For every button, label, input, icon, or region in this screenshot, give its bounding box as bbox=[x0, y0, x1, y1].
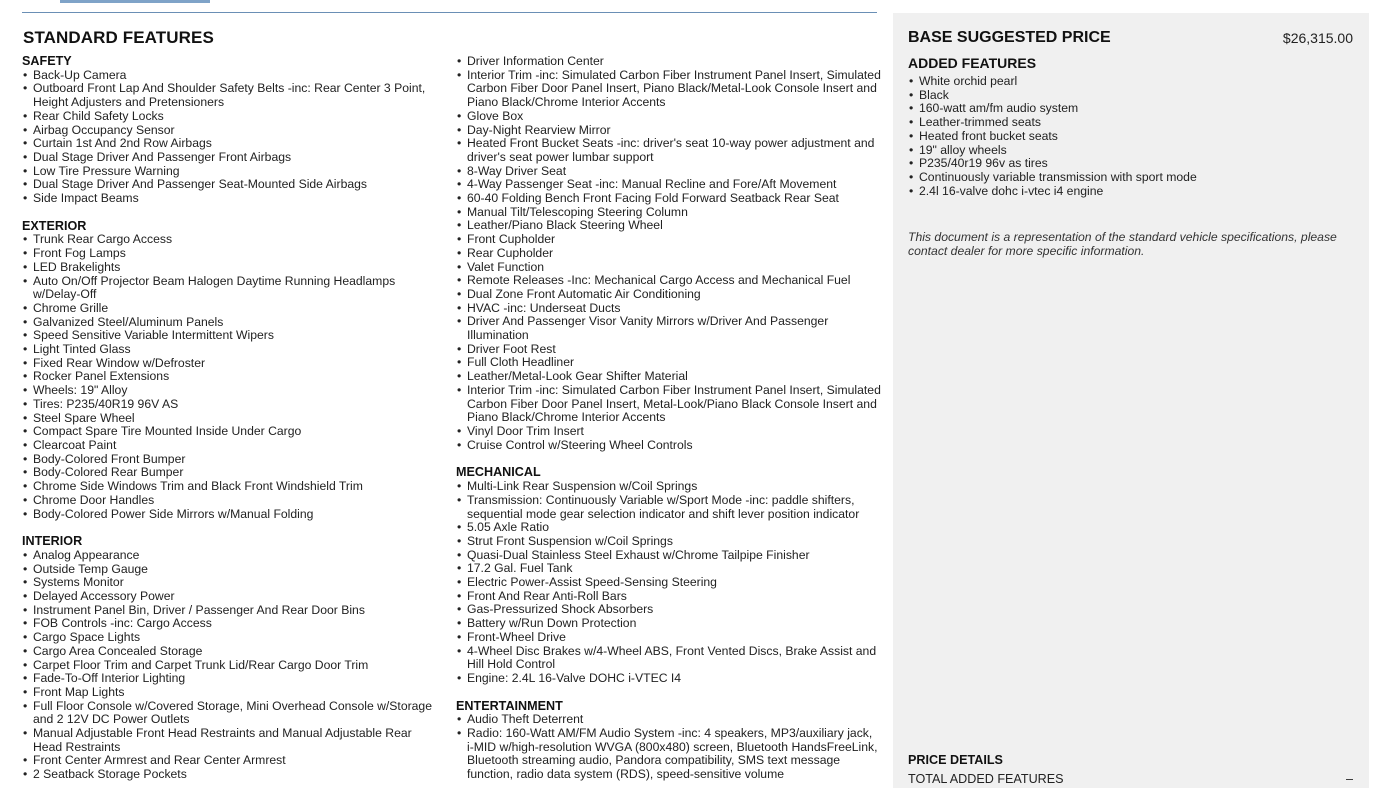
section-heading: SAFETY bbox=[22, 54, 72, 68]
added-features-list bbox=[908, 75, 1348, 198]
section-heading: INTERIOR bbox=[22, 534, 83, 549]
section-heading: ENTERTAINMENT bbox=[456, 698, 563, 713]
feature-item: • Galvanized Steel/Aluminum Panels bbox=[22, 316, 442, 330]
added-feature-item: • Leather-trimmed seats bbox=[908, 116, 1348, 130]
feature-item: • Chrome Grille bbox=[22, 302, 442, 316]
feature-item: • Front Center Armrest and Rear Center Armrest bbox=[22, 754, 442, 768]
total-added-features-label: TOTAL ADDED FEATURES bbox=[908, 772, 1064, 786]
feature-item: • Side Impact Beams bbox=[22, 192, 442, 206]
added-features-title: ADDED FEATURES bbox=[908, 55, 1037, 71]
standard-features-panel bbox=[22, 28, 882, 788]
feature-item: • Outside Temp Gauge bbox=[22, 563, 442, 577]
feature-item: • Analog Appearance bbox=[22, 549, 442, 563]
feature-item: • Valet Function bbox=[456, 261, 881, 275]
feature-item: • Curtain 1st And 2nd Row Airbags bbox=[22, 137, 442, 151]
feature-item: • 17.2 Gal. Fuel Tank bbox=[456, 562, 881, 576]
feature-item: • Trunk Rear Cargo Access bbox=[22, 233, 442, 247]
total-added-features-value: – bbox=[1345, 772, 1353, 786]
price-sidebar bbox=[893, 13, 1369, 788]
features-left-column bbox=[22, 55, 442, 796]
section-heading: MECHANICAL bbox=[456, 465, 541, 480]
feature-item: • Gas-Pressurized Shock Absorbers bbox=[456, 603, 881, 617]
feature-item: • Speed Sensitive Variable Intermittent Wipers bbox=[22, 329, 442, 343]
added-feature-item: • 160-watt am/fm audio system bbox=[908, 102, 1348, 116]
feature-item: • Vinyl Door Trim Insert bbox=[456, 425, 881, 439]
feature-item: • Cargo Space Lights bbox=[22, 631, 442, 645]
feature-item: • Front Cupholder bbox=[456, 233, 881, 247]
feature-item: • 4-Wheel Disc Brakes w/4-Wheel ABS, Front Vented Discs, Brake Assist and Hill Hold Control bbox=[456, 645, 881, 672]
header-divider bbox=[22, 12, 877, 13]
feature-item: • Full Cloth Headliner bbox=[456, 356, 881, 370]
added-feature-item: • White orchid pearl bbox=[908, 75, 1348, 89]
feature-item: • Front Map Lights bbox=[22, 686, 442, 700]
feature-list bbox=[22, 69, 442, 206]
feature-item: • Dual Stage Driver And Passenger Seat-Mounted Side Airbags bbox=[22, 178, 442, 192]
section-heading: EXTERIOR bbox=[22, 218, 87, 233]
feature-item: • Radio: 160-Watt AM/FM Audio System -inc: 4 speakers, MP3/auxiliary jack, i-MID w/high-resolution WVGA (800x480) screen, Bluetooth HandsFreeLink, Bluetooth streaming audio, Pandora compatibility, SMS text message function, radio data system (RDS), speed-sensitive volume bbox=[456, 727, 881, 782]
feature-item: • Strut Front Suspension w/Coil Springs bbox=[456, 535, 881, 549]
feature-item: • 5.05 Axle Ratio bbox=[456, 521, 881, 535]
feature-item: • Clearcoat Paint bbox=[22, 439, 442, 453]
features-right-column bbox=[456, 55, 881, 796]
feature-item: • Transmission: Continuously Variable w/Sport Mode -inc: paddle shifters, sequential mode gear selection indicator and shift lever position indicator bbox=[456, 494, 881, 521]
feature-item: • Fade-To-Off Interior Lighting bbox=[22, 672, 442, 686]
added-feature-item: • P235/40r19 96v as tires bbox=[908, 157, 1348, 171]
added-feature-item: • 19" alloy wheels bbox=[908, 144, 1348, 158]
added-feature-item: • Black bbox=[908, 89, 1348, 103]
feature-item: • Auto On/Off Projector Beam Halogen Daytime Running Headlamps w/Delay-Off bbox=[22, 275, 442, 302]
feature-item: • Driver Information Center bbox=[456, 55, 881, 69]
feature-item: • Battery w/Run Down Protection bbox=[456, 617, 881, 631]
feature-item: • Cruise Control w/Steering Wheel Controls bbox=[456, 439, 881, 453]
feature-item: • Manual Adjustable Front Head Restraints and Manual Adjustable Rear Head Restraints bbox=[22, 727, 442, 754]
feature-item: • Dual Zone Front Automatic Air Conditioning bbox=[456, 288, 881, 302]
feature-list bbox=[22, 549, 442, 782]
feature-section bbox=[22, 220, 442, 521]
feature-item: • Remote Releases -Inc: Mechanical Cargo Access and Mechanical Fuel bbox=[456, 274, 881, 288]
feature-list bbox=[456, 55, 881, 452]
feature-item: • Chrome Side Windows Trim and Black Front Windshield Trim bbox=[22, 480, 442, 494]
base-price-title: BASE SUGGESTED PRICE bbox=[908, 29, 1111, 46]
feature-item: • Light Tinted Glass bbox=[22, 343, 442, 357]
feature-item: • Manual Tilt/Telescoping Steering Column bbox=[456, 206, 881, 220]
feature-item: • Interior Trim -inc: Simulated Carbon Fiber Instrument Panel Insert, Simulated Carbon Fiber Door Panel Insert, Piano Black/Metal-Look Console Insert and Piano Black/Chrome Interior Accents bbox=[456, 69, 881, 110]
feature-item: • Outboard Front Lap And Shoulder Safety Belts -inc: Rear Center 3 Point, Height Adjusters and Pretensioners bbox=[22, 82, 442, 109]
feature-section bbox=[22, 55, 442, 206]
feature-item: • Driver And Passenger Visor Vanity Mirrors w/Driver And Passenger Illumination bbox=[456, 315, 881, 342]
feature-item: • Compact Spare Tire Mounted Inside Under Cargo bbox=[22, 425, 442, 439]
feature-item: • Body-Colored Front Bumper bbox=[22, 453, 442, 467]
feature-item: • Electric Power-Assist Speed-Sensing Steering bbox=[456, 576, 881, 590]
feature-item: • HVAC -inc: Underseat Ducts bbox=[456, 302, 881, 316]
feature-list bbox=[456, 713, 881, 782]
feature-item: • LED Brakelights bbox=[22, 261, 442, 275]
feature-section bbox=[456, 55, 881, 452]
feature-item: • Systems Monitor bbox=[22, 576, 442, 590]
feature-item: • Body-Colored Power Side Mirrors w/Manual Folding bbox=[22, 508, 442, 522]
feature-item: • Driver Foot Rest bbox=[456, 343, 881, 357]
added-feature-item: • 2.4l 16-valve dohc i-vtec i4 engine bbox=[908, 185, 1348, 199]
feature-item: • Low Tire Pressure Warning bbox=[22, 165, 442, 179]
feature-item: • Full Floor Console w/Covered Storage, Mini Overhead Console w/Storage and 2 12V DC Power Outlets bbox=[22, 700, 442, 727]
feature-item: • Rear Cupholder bbox=[456, 247, 881, 261]
feature-item: • Tires: P235/40R19 96V AS bbox=[22, 398, 442, 412]
standard-features-title: STANDARD FEATURES bbox=[23, 28, 214, 47]
base-price-value: $26,315.00 bbox=[1282, 30, 1353, 46]
feature-item: • Back-Up Camera bbox=[22, 69, 442, 83]
feature-item: • Front Fog Lamps bbox=[22, 247, 442, 261]
feature-list bbox=[456, 480, 881, 686]
feature-item: • Fixed Rear Window w/Defroster bbox=[22, 357, 442, 371]
feature-item: • Cargo Area Concealed Storage bbox=[22, 645, 442, 659]
total-added-features-row bbox=[908, 772, 1353, 786]
feature-item: • Front-Wheel Drive bbox=[456, 631, 881, 645]
price-details-title: PRICE DETAILS bbox=[908, 753, 1003, 767]
feature-item: • 4-Way Passenger Seat -inc: Manual Recline and Fore/Aft Movement bbox=[456, 178, 881, 192]
feature-item: • Wheels: 19" Alloy bbox=[22, 384, 442, 398]
disclaimer-text: This document is a representation of the standard vehicle specifications, please contact dealer for more specific information. bbox=[908, 230, 1337, 258]
feature-item: • Multi-Link Rear Suspension w/Coil Springs bbox=[456, 480, 881, 494]
feature-item: • Interior Trim -inc: Simulated Carbon Fiber Instrument Panel Insert, Simulated Carbon Fiber Door Panel Insert, Metal-Look/Piano Black Console Insert and Piano Black/Chrome Interior Accents bbox=[456, 384, 881, 425]
feature-item: • 8-Way Driver Seat bbox=[456, 165, 881, 179]
feature-item: • Leather/Piano Black Steering Wheel bbox=[456, 219, 881, 233]
feature-item: • Quasi-Dual Stainless Steel Exhaust w/Chrome Tailpipe Finisher bbox=[456, 549, 881, 563]
feature-item: • 60-40 Folding Bench Front Facing Fold Forward Seatback Rear Seat bbox=[456, 192, 881, 206]
feature-item: • 2 Seatback Storage Pockets bbox=[22, 768, 442, 782]
feature-item: • Front And Rear Anti-Roll Bars bbox=[456, 590, 881, 604]
feature-list bbox=[22, 233, 442, 521]
added-feature-item: • Heated front bucket seats bbox=[908, 130, 1348, 144]
feature-section bbox=[22, 535, 442, 782]
feature-item: • Audio Theft Deterrent bbox=[456, 713, 881, 727]
feature-item: • FOB Controls -inc: Cargo Access bbox=[22, 617, 442, 631]
feature-item: • Leather/Metal-Look Gear Shifter Material bbox=[456, 370, 881, 384]
feature-item: • Engine: 2.4L 16-Valve DOHC i-VTEC I4 bbox=[456, 672, 881, 686]
feature-item: • Chrome Door Handles bbox=[22, 494, 442, 508]
feature-item: • Rear Child Safety Locks bbox=[22, 110, 442, 124]
feature-item: • Carpet Floor Trim and Carpet Trunk Lid/Rear Cargo Door Trim bbox=[22, 659, 442, 673]
logo-fragment bbox=[60, 0, 210, 3]
feature-item: • Delayed Accessory Power bbox=[22, 590, 442, 604]
feature-section bbox=[456, 700, 881, 782]
feature-item: • Day-Night Rearview Mirror bbox=[456, 124, 881, 138]
feature-item: • Body-Colored Rear Bumper bbox=[22, 466, 442, 480]
feature-item: • Instrument Panel Bin, Driver / Passenger And Rear Door Bins bbox=[22, 604, 442, 618]
feature-item: • Rocker Panel Extensions bbox=[22, 370, 442, 384]
feature-item: • Heated Front Bucket Seats -inc: driver's seat 10-way power adjustment and driver's seat power lumbar support bbox=[456, 137, 881, 164]
feature-item: • Steel Spare Wheel bbox=[22, 412, 442, 426]
added-feature-item: • Continuously variable transmission with sport mode bbox=[908, 171, 1348, 185]
feature-item: • Dual Stage Driver And Passenger Front Airbags bbox=[22, 151, 442, 165]
feature-item: • Airbag Occupancy Sensor bbox=[22, 124, 442, 138]
feature-section bbox=[456, 466, 881, 685]
feature-item: • Glove Box bbox=[456, 110, 881, 124]
